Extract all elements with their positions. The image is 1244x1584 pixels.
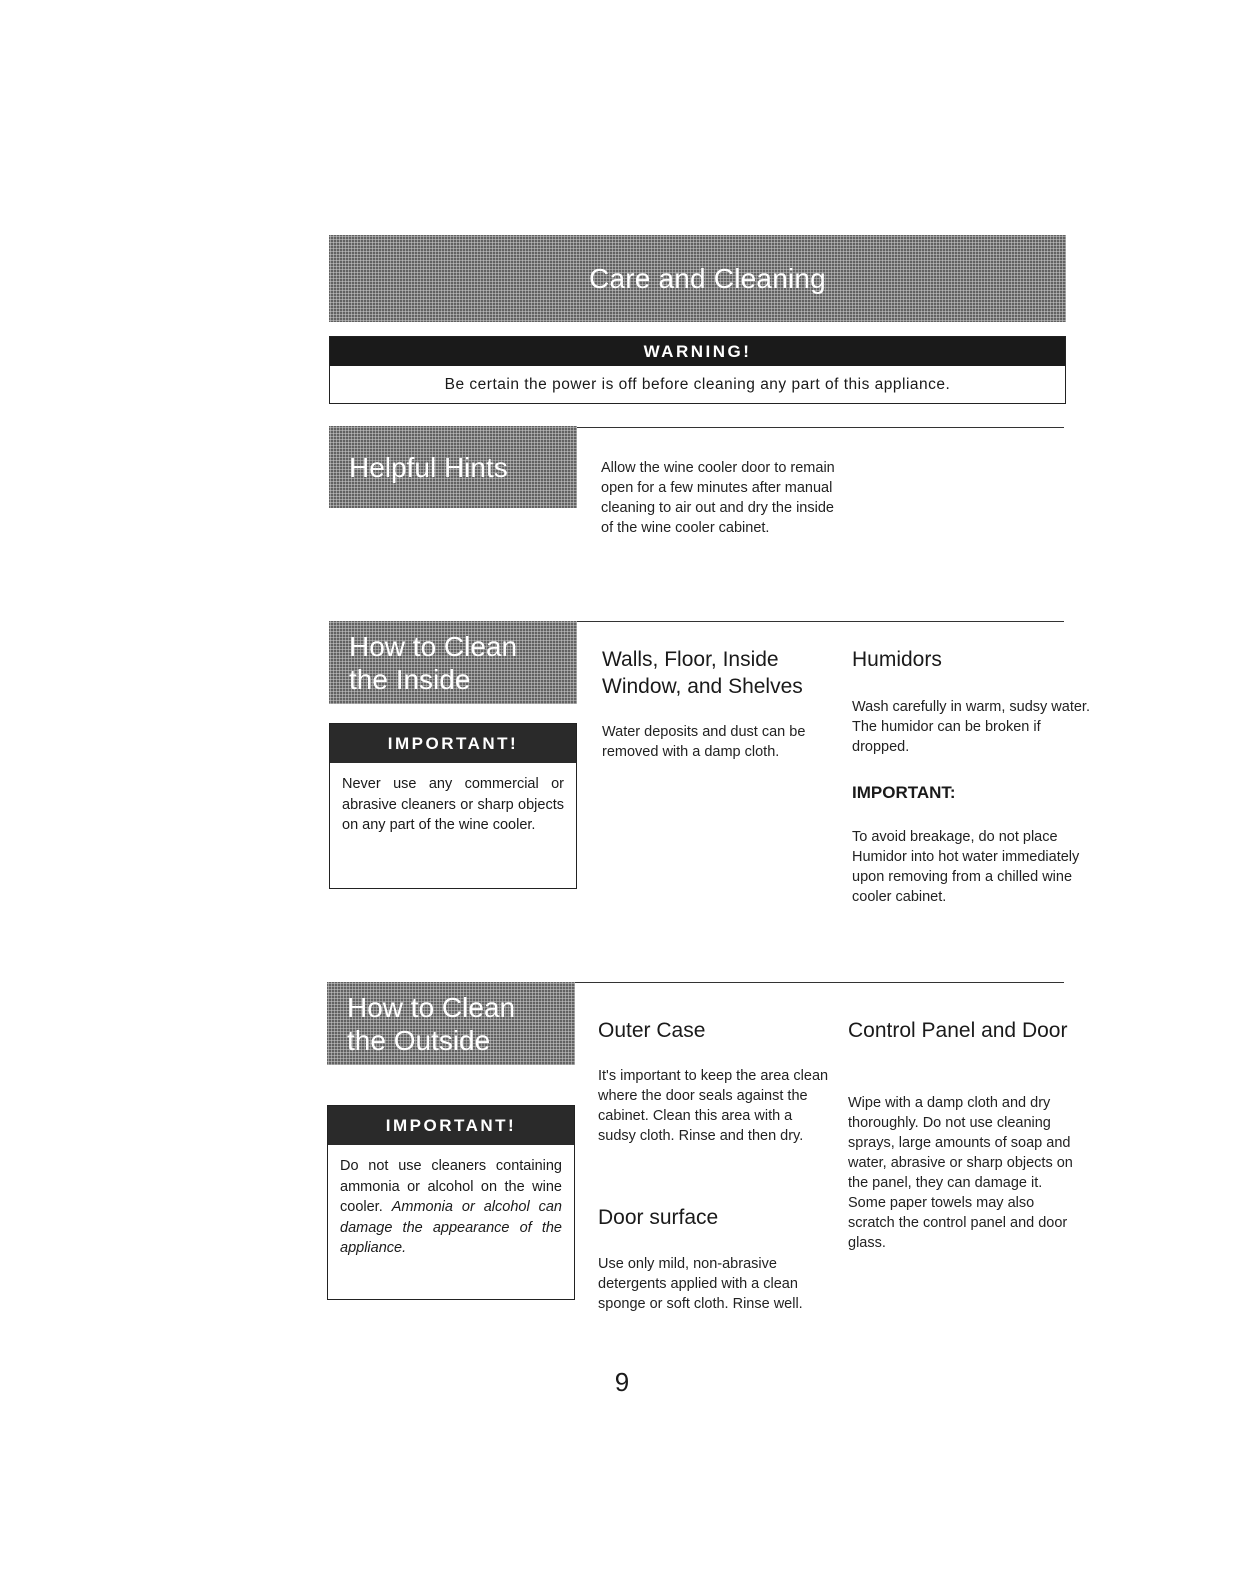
helpful-hints-banner [329, 426, 577, 508]
page-title-banner [329, 235, 1066, 322]
inside-important-text: Never use any commercial or abrasive cleaners or sharp objects on any part of the wine cooler. [342, 776, 564, 833]
outside-divider [575, 982, 1064, 983]
walls-heading: Walls, Floor, Inside Window, and Shelves [602, 648, 803, 698]
humidors-text: Wash carefully in warm, sudsy water. The humidor can be broken if dropped. [852, 699, 1090, 755]
inside-important-box [329, 723, 577, 889]
clean-outside-label-line2: the Outside [347, 1024, 491, 1056]
warning-label: WARNING! [330, 337, 1065, 366]
outer-case-heading: Outer Case [598, 1019, 706, 1042]
page-number: 9 [614, 1367, 630, 1397]
outside-important-label: IMPORTANT! [328, 1106, 574, 1145]
humidors-important-label: IMPORTANT: [852, 783, 956, 802]
door-surface-heading: Door surface [598, 1206, 719, 1229]
outside-important-text: Do not use cleaners containing ammonia or alcohol on the wine cooler. [340, 1158, 562, 1215]
hints-divider [577, 427, 1064, 428]
warning-text: Be certain the power is off before cleaning any part of this appliance. [444, 376, 951, 393]
humidors-heading: Humidors [852, 648, 942, 671]
control-panel-text: Wipe with a damp cloth and dry thoroughly. Do not use cleaning sprays, large amounts of soap and water, abrasive or sharp objects on the panel, they can damage it. Some paper towels may also scratch the control panel and door glass. [848, 1095, 1073, 1251]
clean-inside-label-line1: How to Clean [349, 630, 518, 662]
outside-important-italic: Ammonia or alcohol can damage the appearance of the appliance. [340, 1199, 562, 1256]
helpful-hints-label: Helpful Hints [349, 451, 508, 483]
warning-box [329, 336, 1066, 404]
helpful-hints-text: Allow the wine cooler door to remain open for a few minutes after manual cleaning to air out and dry the inside of the wine cooler cabinet. [601, 460, 835, 536]
clean-inside-banner [329, 621, 577, 704]
clean-inside-label-line2: the Inside [349, 663, 471, 695]
outside-important-body [328, 1145, 574, 1259]
outside-important-box [327, 1105, 575, 1300]
outer-case-text: It's important to keep the area clean where the door seals against the cabinet. Clean this area with a sudsy cloth. Rinse and then dry. [598, 1068, 829, 1144]
walls-text: Water deposits and dust can be removed with a damp cloth. [602, 724, 806, 760]
inside-important-label: IMPORTANT! [330, 724, 576, 763]
clean-outside-label-line1: How to Clean [347, 991, 516, 1023]
page-title: Care and Cleaning [589, 262, 826, 294]
door-surface-text: Use only mild, non-abrasive detergents applied with a clean sponge or soft cloth. Rinse well. [598, 1256, 803, 1312]
clean-outside-banner [327, 982, 575, 1065]
inside-divider [577, 621, 1064, 622]
humidors-important-text: To avoid breakage, do not place Humidor into hot water immediately upon removing from a chilled wine cooler cabinet. [852, 829, 1080, 905]
control-panel-heading: Control Panel and Door [848, 1019, 1068, 1042]
